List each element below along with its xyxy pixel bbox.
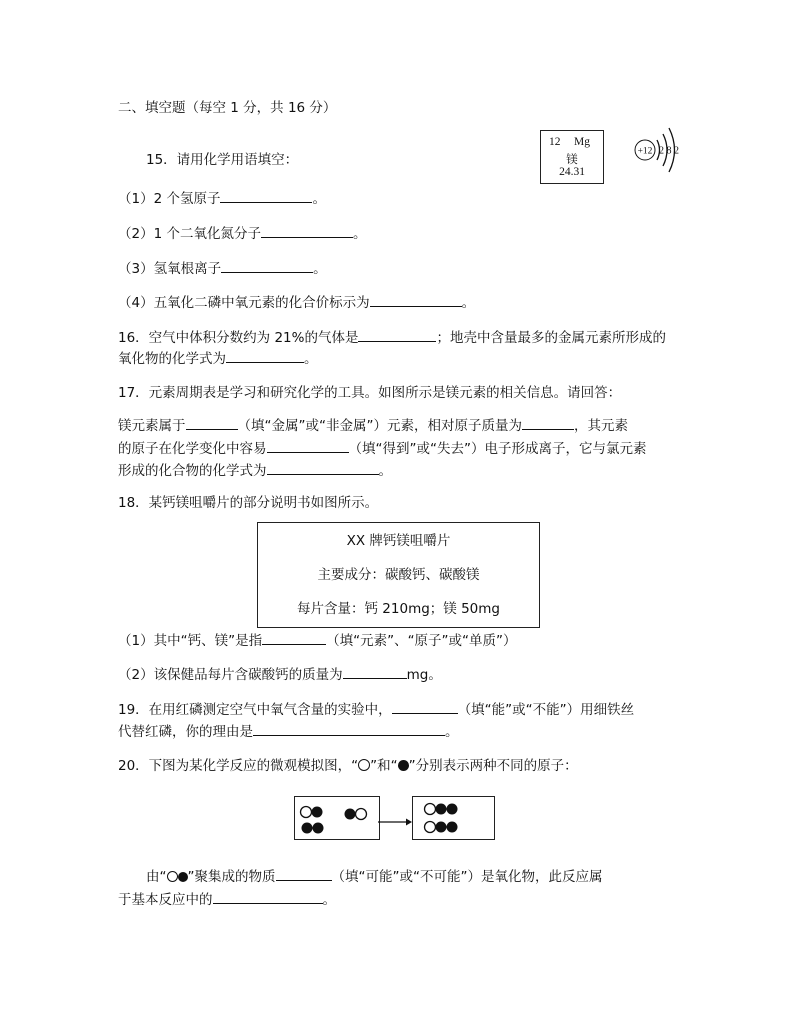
solid-atom xyxy=(302,823,313,834)
answer-blank[interactable] xyxy=(226,348,304,363)
q15-item-2: （2）1 个二氧化氮分子 。 xyxy=(118,223,366,244)
q17-stem: 17．元素周期表是学习和研究化学的工具。如图所示是镁元素的相关信息。请回答： xyxy=(118,385,622,401)
q20-line-1: 由“ ”聚集成的物质 （填“可能”或“不可能”）是氧化物，此反应属 xyxy=(146,866,602,887)
supplement-label-box xyxy=(257,522,540,628)
element-symbol: Mg xyxy=(574,136,590,148)
q20-line-2: 于基本反应中的 。 xyxy=(118,889,336,910)
answer-blank[interactable] xyxy=(276,866,332,881)
q16-line-1: 16．空气中体积分数约为 21%的气体是 ；地壳中含量最多的金属元素所形成的 xyxy=(118,327,666,348)
atomic-mass: 24.31 xyxy=(559,166,585,178)
q18-sub-1: （1）其中“钙、镁”是指 （填“元素”、“原子”或“单质”） xyxy=(118,630,517,651)
reaction-diagram-molecules xyxy=(290,792,500,844)
hollow-atom xyxy=(356,809,367,820)
q18-stem: 18．某钙镁咀嚼片的部分说明书如图所示。 xyxy=(118,495,379,511)
answer-blank[interactable] xyxy=(213,889,323,904)
electron-shells: 2 8 2 xyxy=(659,145,679,157)
answer-blank[interactable] xyxy=(370,292,462,307)
nucleus-charge: +12 xyxy=(637,146,653,157)
solid-atom xyxy=(313,823,324,834)
atomic-number: 12 xyxy=(549,136,561,148)
magnesium-element-tile xyxy=(540,130,604,184)
solid-atom-icon xyxy=(398,760,409,771)
answer-blank[interactable] xyxy=(358,327,436,342)
answer-blank[interactable] xyxy=(220,188,312,203)
element-name: 镁 xyxy=(566,152,578,166)
q18-sub-2: （2）该保健品每片含碳酸钙的质量为 mg。 xyxy=(118,664,442,685)
answer-blank[interactable] xyxy=(343,664,407,679)
answer-blank[interactable] xyxy=(522,415,574,430)
q15-item-3: （3）氢氧根离子 。 xyxy=(118,258,327,279)
solid-atom xyxy=(436,804,447,815)
q17-line-1: 镁元素属于 （填“金属”或“非金属”）元素，相对原子质量为 ，其元素 xyxy=(118,415,628,436)
label-content: 每片含量：钙 210mg；镁 50mg xyxy=(297,601,500,617)
q17-line-2: 的原子在化学变化中容易 （填“得到”或“失去”）电子形成离子，它与氯元素 xyxy=(118,438,646,459)
q17-line-3: 形成的化合物的化学式为 。 xyxy=(118,460,392,481)
answer-blank[interactable] xyxy=(253,721,445,736)
q16-line-2: 氧化物的化学式为 。 xyxy=(118,348,318,369)
q15-stem: 15．请用化学用语填空： xyxy=(146,152,299,168)
solid-atom xyxy=(312,807,323,818)
q15-item-1: （1）2 个氢原子 。 xyxy=(118,188,326,209)
hollow-atom-icon xyxy=(358,759,370,771)
answer-blank[interactable] xyxy=(262,630,326,645)
answer-blank[interactable] xyxy=(267,438,349,453)
solid-atom-icon xyxy=(178,872,188,882)
answer-blank[interactable] xyxy=(267,460,379,475)
hollow-atom-icon xyxy=(167,871,178,882)
arrow-head xyxy=(406,819,412,826)
hollow-atom xyxy=(301,807,312,818)
section-title: 二、填空题（每空 1 分，共 16 分） xyxy=(118,100,337,116)
magnesium-atom-structure-diagram xyxy=(628,124,692,180)
solid-atom xyxy=(345,809,356,820)
answer-blank[interactable] xyxy=(186,415,238,430)
answer-blank[interactable] xyxy=(392,699,458,714)
solid-atom xyxy=(436,822,447,833)
q19-line-2: 代替红磷，你的理由是 。 xyxy=(118,721,459,742)
label-title: XX 牌钙镁咀嚼片 xyxy=(346,533,451,549)
hollow-atom xyxy=(425,804,436,815)
answer-blank[interactable] xyxy=(221,258,313,273)
hollow-atom xyxy=(425,822,436,833)
answer-blank[interactable] xyxy=(261,223,353,238)
q15-item-4: （4）五氧化二磷中氧元素的化合价标示为 。 xyxy=(118,292,475,313)
q19-line-1: 19．在用红磷测定空气中氧气含量的实验中， （填“能”或“不能”）用细铁丝 xyxy=(118,699,634,720)
q20-stem: 20．下图为某化学反应的微观模拟图，“ ”和“ ”分别表示两种不同的原子： xyxy=(118,758,578,774)
solid-atom xyxy=(447,804,458,815)
label-ingredients: 主要成分：碳酸钙、碳酸镁 xyxy=(317,567,480,583)
solid-atom xyxy=(447,822,458,833)
